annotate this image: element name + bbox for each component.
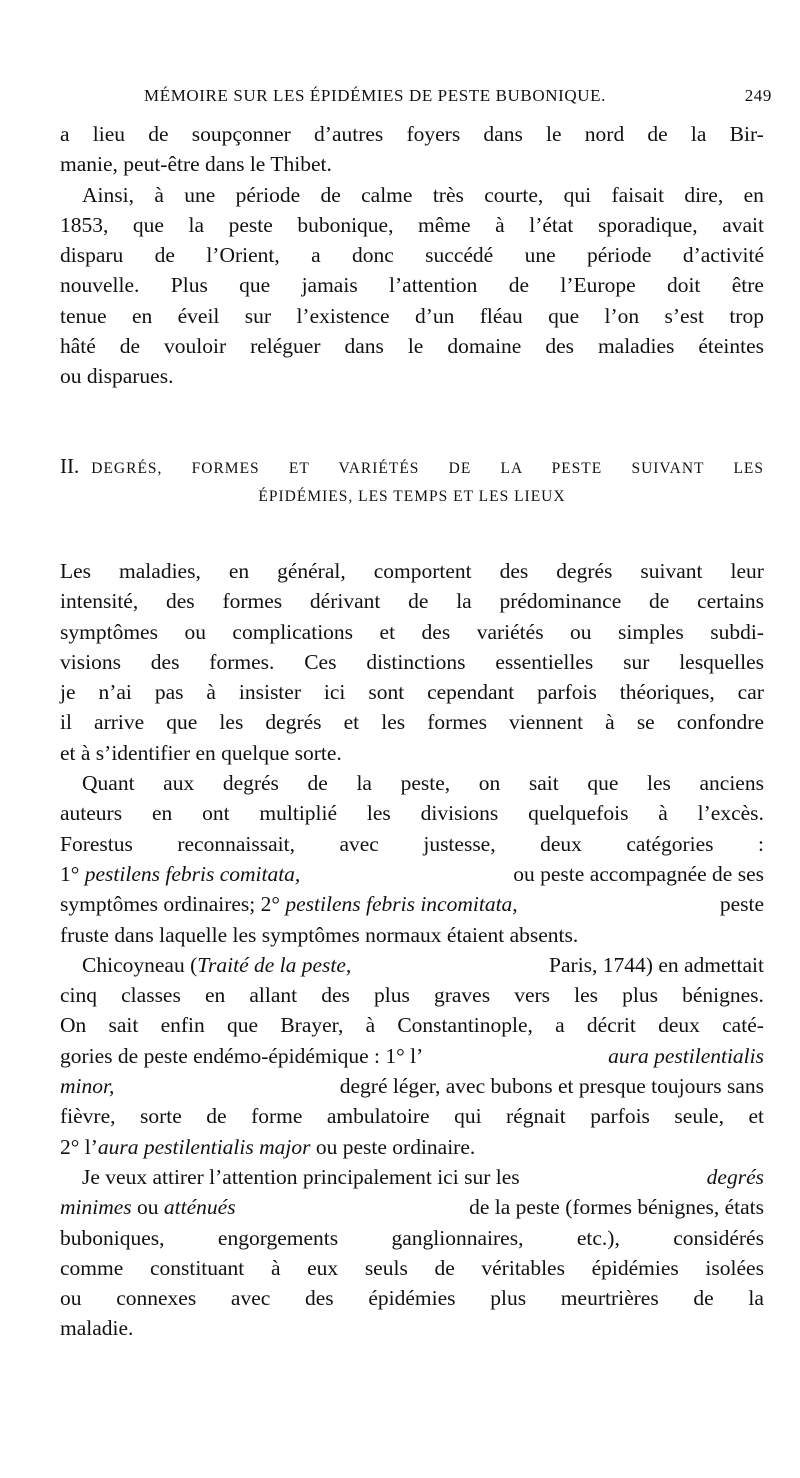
text-line: Quant aux degrés de la peste, on sait que les anciens xyxy=(82,771,764,796)
text-line xyxy=(60,1162,764,1192)
text-line xyxy=(60,859,764,889)
paragraph xyxy=(60,180,764,392)
text-run: Je veux attirer l’attention principalement ici sur les xyxy=(82,1164,525,1189)
italic-run: pestilens febris comitata, xyxy=(84,861,301,886)
text-run: symptômes ordinaires; 2° xyxy=(60,892,286,917)
italic-run: pestilens febris incomitata, xyxy=(285,892,518,917)
paragraph xyxy=(60,1162,764,1344)
text-run: Chicoyneau ( xyxy=(82,952,198,977)
text-line: Ainsi, à une période de calme très courte, qui faisait dire, en xyxy=(82,182,764,207)
text-line: fièvre, sorte de forme ambulatoire qui régnait parfois seule, et xyxy=(60,1104,764,1129)
text-line xyxy=(60,950,764,980)
running-head-title: MÉMOIRE SUR LES ÉPIDÉMIES DE PESTE BUBONIQUE. xyxy=(144,86,606,105)
text-line: auteurs en ont multiplié les divisions quelquefois à l’excès. xyxy=(60,801,764,826)
text-line: cinq classes en allant des plus graves vers les plus bénignes. xyxy=(60,983,764,1008)
text-line: tenue en éveil sur l’existence d’un fléau que l’on s’est trop xyxy=(60,303,764,328)
text-line: maladie. xyxy=(60,1316,134,1341)
text-line: disparu de l’Orient, a donc succédé une période d’activité xyxy=(60,243,764,268)
italic-run: aura pestilentialis xyxy=(608,1043,764,1068)
text-line xyxy=(60,1071,764,1101)
text-line: hâté de vouloir reléguer dans le domaine des maladies éteintes xyxy=(60,334,764,359)
text-run: ou xyxy=(131,1195,164,1220)
section-heading xyxy=(60,452,764,511)
text-run: 1° xyxy=(60,861,85,886)
text-line: comme constituant à eux seuls de véritables épidémies isolées xyxy=(60,1255,764,1280)
italic-run: aura pestilentialis major xyxy=(97,1134,311,1159)
text-line: Les maladies, en général, comportent des degrés suivant leur xyxy=(60,559,764,583)
section-heading-text-1: DEGRÉS, FORMES ET VARIÉTÉS DE LA PESTE SUIVANT LES xyxy=(91,460,764,477)
italic-run: degrés xyxy=(706,1164,764,1189)
running-head xyxy=(60,86,772,114)
text-line: visions des formes. Ces distinctions essentielles sur lesquelles xyxy=(60,649,764,674)
text-line: a lieu de soupçonner d’autres foyers dans le nord de la Bir- xyxy=(60,122,764,146)
text-line: je n’ai pas à insister ici sont cependant parfois théoriques, car xyxy=(60,680,764,705)
italic-run: Traité de la peste, xyxy=(197,952,352,977)
text-run: gories de peste endémo-épidémique : 1° l’ xyxy=(60,1043,424,1068)
text-line: ou connexes avec des épidémies plus meurtrières de la xyxy=(60,1286,764,1311)
italic-run: minimes xyxy=(60,1195,132,1220)
section-heading-line-2: ÉPIDÉMIES, LES TEMPS ET LES LIEUX xyxy=(258,488,566,505)
text-line: ou disparues. xyxy=(60,364,174,389)
text-run: de la peste (formes bénignes, états xyxy=(463,1195,764,1220)
text-line: et à s’identifier en quelque sorte. xyxy=(60,740,342,765)
text-block-bottom xyxy=(60,556,764,1344)
text-line xyxy=(60,1132,764,1162)
text-line: On sait enfin que Brayer, à Constantinople, a décrit deux caté- xyxy=(60,1013,764,1038)
text-run: 2° l’ xyxy=(60,1134,98,1159)
text-line: il arrive que les degrés et les formes viennent à se confondre xyxy=(60,710,764,735)
page-number: 249 xyxy=(744,86,772,105)
paragraph xyxy=(60,950,764,1162)
text-line: manie, peut-être dans le Thibet. xyxy=(60,152,332,177)
text-run: peste xyxy=(714,892,764,917)
text-run: Paris, 1744) en admettait xyxy=(543,952,764,977)
text-line xyxy=(60,1192,764,1222)
text-line: Forestus reconnaissait, avec justesse, deux catégories : xyxy=(60,831,764,856)
text-line: 1853, que la peste bubonique, même à l’état sporadique, avait xyxy=(60,212,764,237)
italic-run: atténués xyxy=(163,1195,236,1220)
text-line: buboniques, engorgements ganglionnaires, etc.), considérés xyxy=(60,1225,764,1250)
text-line: symptômes ou complications et des variétés ou simples subdi- xyxy=(60,619,764,644)
italic-run: minor, xyxy=(60,1074,115,1099)
text-line: fruste dans laquelle les symptômes normaux étaient absents. xyxy=(60,922,579,947)
text-run: ou peste ordinaire. xyxy=(310,1134,476,1159)
text-line xyxy=(60,889,764,919)
text-run: degré léger, avec bubons et presque toujours sans xyxy=(334,1074,764,1099)
paragraph xyxy=(60,556,764,768)
paragraph xyxy=(60,119,764,180)
section-numeral: II. xyxy=(60,454,80,478)
paragraph xyxy=(60,768,764,950)
text-run: ou peste accompagnée de ses xyxy=(507,861,764,886)
section-heading-line-1 xyxy=(60,452,764,483)
text-line: intensité, des formes dérivant de la prédominance de certains xyxy=(60,589,764,614)
text-block-top xyxy=(60,119,764,392)
text-line xyxy=(60,1041,764,1071)
text-line: nouvelle. Plus que jamais l’attention de l’Europe doit être xyxy=(60,273,764,298)
